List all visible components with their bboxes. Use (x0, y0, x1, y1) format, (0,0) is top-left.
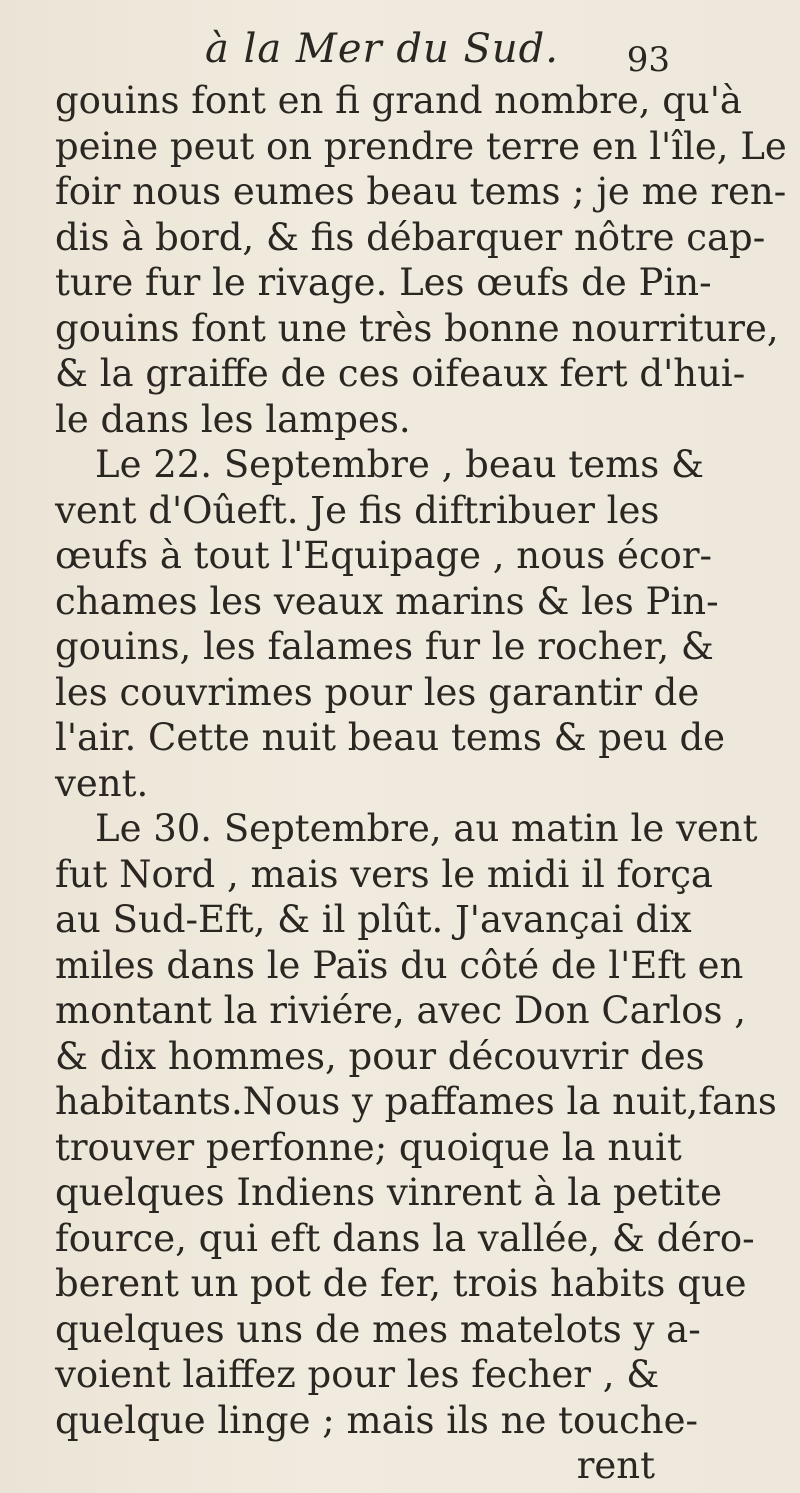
text-line: vent d'Oûeft. Je fis diftribuer les (55, 488, 660, 532)
text-line: berent un pot de fer, trois habits que (55, 1262, 747, 1305)
text-line: gouins, les falames fur le rocher, & (55, 625, 714, 668)
text-line: les couvrimes pour les garantir de (55, 670, 700, 714)
page-number: 93 (626, 40, 670, 80)
text-line: & dix hommes, pour découvrir des (55, 1034, 705, 1078)
text-line: l'air. Cette nuit beau tems & peu de (55, 716, 726, 759)
text-line: Le 30. Septembre, au matin le vent (95, 807, 758, 850)
text-line: fut Nord , mais vers le midi il força (55, 852, 713, 896)
running-title: à la Mer du Sud. (205, 26, 559, 72)
page-header (60, 26, 680, 86)
text-line: foir nous eumes beau tems ; je me ren- (55, 170, 787, 213)
catchword: rent (576, 1444, 655, 1487)
text-line: quelque linge ; mais ils ne touche- (55, 1398, 699, 1442)
text-line: fource, qui eft dans la vallée, & déro- (55, 1216, 755, 1260)
text-line: peine peut on prendre terre en l'île, Le (55, 124, 787, 168)
text-line: œufs à tout l'Equipage , nous écor- (55, 534, 713, 577)
text-line: au Sud-Eft, & il plût. J'avançai dix (55, 898, 692, 941)
text-line: chames les veaux marins & les Pin- (55, 579, 719, 623)
text-line: ture fur le rivage. Les œufs de Pin- (55, 261, 712, 304)
body-text (55, 78, 787, 1489)
text-line: quelques uns de mes matelots y a- (55, 1307, 701, 1351)
text-line: gouins font en fi grand nombre, qu'à (55, 79, 742, 122)
text-line: Le 22. Septembre , beau tems & (95, 443, 704, 486)
text-line: dis à bord, & fis débarquer nôtre cap- (55, 215, 766, 259)
text-line: quelques Indiens vinrent à la petite (55, 1171, 722, 1214)
text-line: vent. (55, 761, 149, 805)
text-line: habitants.Nous y paffames la nuit,fans (55, 1080, 777, 1123)
text-line: & la graiffe de ces oifeaux fert d'hui- (55, 352, 746, 395)
text-line: voient laiffez pour les fecher , & (55, 1353, 660, 1396)
text-line: le dans les lampes. (55, 397, 411, 441)
text-line: trouver perfonne; quoique la nuit (55, 1125, 682, 1169)
text-line: gouins font une très bonne nourriture, (55, 306, 779, 350)
text-line: miles dans le Païs du côté de l'Eft en (55, 943, 744, 987)
text-line: montant la riviére, avec Don Carlos , (55, 989, 747, 1032)
